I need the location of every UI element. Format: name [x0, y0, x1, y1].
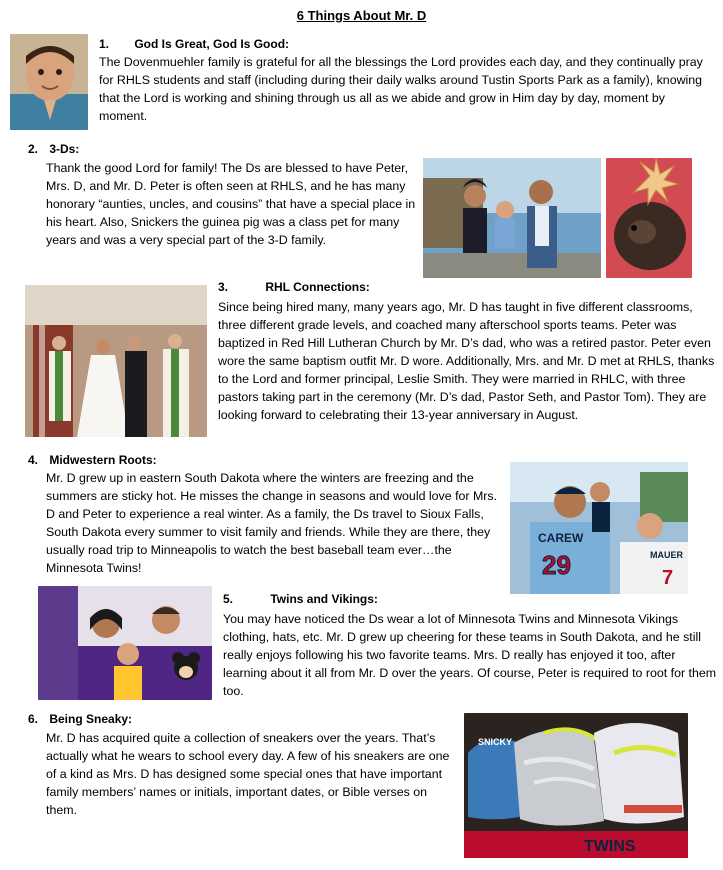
section-6-heading: [28, 712, 132, 726]
section-1-text: The Dovenmuehler family is grateful for all the blessings the Lord provides each day, and they continually pray for RHLS students and staff (including during their daily walks around Tustin Sports Park as a family), knowing that the Lord is working and shining through us all as we abide and grow in Him day by day, moment by moment.: [99, 55, 703, 123]
jersey-number: 29: [542, 550, 571, 580]
section-5-heading: [223, 592, 378, 606]
photo-child-praying: [10, 34, 88, 130]
blanket-text: TWINS: [584, 838, 636, 855]
section-3-title: RHL Connections:: [265, 280, 370, 294]
section-2-text: Thank the good Lord for family! The Ds are blessed to have Peter, Mrs. D, and Mr. D. Peter is often seen at RHLS, and he has many honorary “aunties, uncles, and cousins” that have a special place in his heart. Also, Snickers the guinea pig was a class pet for many years and was a very special part of the 3-D family.: [46, 161, 416, 247]
page-title: 6 Things About Mr. D: [296, 8, 427, 23]
photo-family-outdoors: [423, 158, 601, 278]
section-3-number: 3.: [218, 280, 229, 294]
photo-wedding-church: [25, 285, 207, 437]
section-2-number: 2.: [28, 142, 39, 156]
photo-guinea-pig: [606, 158, 692, 278]
jersey2-number: 7: [662, 567, 674, 589]
section-2-title: 3-Ds:: [49, 142, 80, 156]
section-1-title: God Is Great, God Is Good:: [134, 37, 290, 51]
sneaker-text: SNICKY: [478, 737, 513, 747]
section-3-text: Since being hired many, many years ago, Mr. D has taught in five different classrooms, three different grade levels, and coached many afterschool sports teams. Peter was baptized in Red Hill Lutheran Church by Mr. D’s dad, who was a retired pastor. Peter even wore the same baptism outfit Mr. D wore. Additionally, Mrs. and Mr. D met at RHLS, thanks to the Lord and former principal, Leslie Smith. They were married in RHLC, with three pastors taking part in the ceremony (Mr. D’s dad, Pastor Seth, and Pastor Tom). They are looking forward to celebrating their 13-year anniversary in August.: [218, 300, 715, 422]
section-2-heading: [28, 142, 79, 156]
section-5-title: Twins and Vikings:: [270, 592, 378, 606]
jersey-name: CAREW: [538, 531, 584, 545]
photo-sneakers: [464, 713, 688, 858]
jersey2-name: MAUER: [650, 550, 683, 560]
photo-family-vikings: [38, 586, 212, 700]
section-4-number: 4.: [28, 453, 39, 467]
section-1-number: 1.: [99, 37, 110, 51]
section-6-number: 6.: [28, 712, 39, 726]
photo-twins-game: [510, 462, 688, 594]
section-4-heading: [28, 453, 157, 467]
section-3-heading: [218, 280, 370, 294]
section-6-text: Mr. D has acquired quite a collection of sneakers over the years. That’s actually what he wears to school every day. A few of his sneakers are one of a kind as Mrs. D has designed some special ones that have important family members’ names or initials, important dates, or Bible verses on them.: [46, 731, 450, 817]
section-4-title: Midwestern Roots:: [49, 453, 157, 467]
section-6-title: Being Sneaky:: [49, 712, 133, 726]
section-5-number: 5.: [223, 592, 234, 606]
section-1-heading: [99, 37, 289, 51]
section-5-text: You may have noticed the Ds wear a lot of Minnesota Twins and Minnesota Vikings clothing, hats, etc. Mr. D grew up cheering for these teams in South Dakota, and he still really enjoys following his two favorite teams. Mrs. D really has enjoyed it too, after learning about it all from Mr. D over the years. Of course, Peter is required to root for them too.: [223, 612, 717, 698]
section-4-text: Mr. D grew up in eastern South Dakota where the winters are freezing and the summers are sticky hot. He misses the change in seasons and would love for Mrs. D and Peter to experience a real winter. As a family, the Ds travel to Sioux Falls, South Dakota every summer to visit family and friends. While they are there, they usually road trip to Minneapolis to watch the best baseball team ever…the Minnesota Twins!: [46, 471, 498, 575]
